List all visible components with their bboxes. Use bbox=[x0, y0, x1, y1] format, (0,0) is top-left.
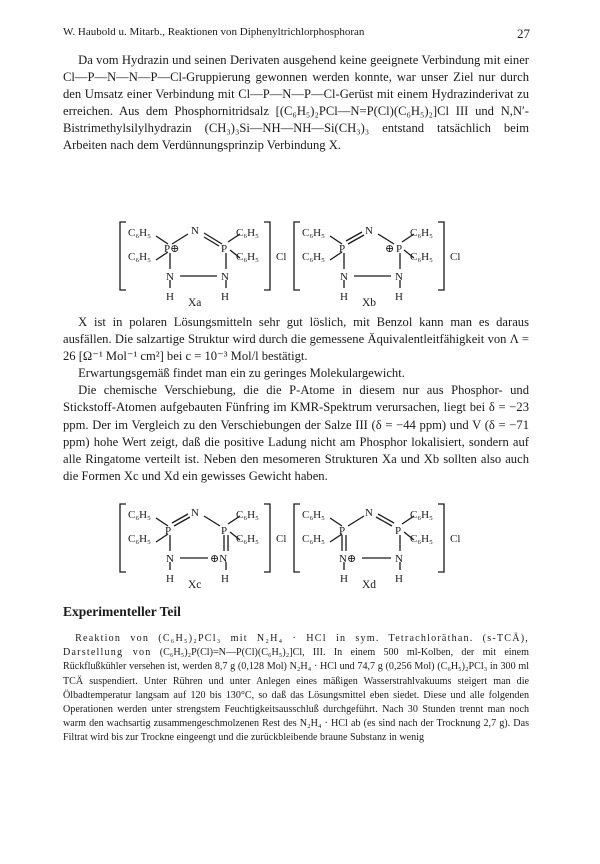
xa-phenyl-4: C₆H₅ bbox=[236, 251, 259, 263]
xb-chloride: Cl bbox=[450, 251, 461, 263]
xc-n-right: ⊕N bbox=[210, 553, 228, 565]
xd-n-right: N bbox=[395, 553, 403, 565]
paragraph-1: Da vom Hydrazin und seinen Derivaten ausgehend keine geeignete Verbindung mit einer Cl—P—N—N—P—Cl-Gruppierung gewonnen werden konnte, war unser Ziel nur durch den Umsatz einer Verbindung mit Cl—P—N—P—Cl-Gerüst mit einem Hydrazinderivat zu erreichen. Aus dem Phosphornitridsalz [(C₆H₅)₂PCl—N=P(Cl)(C₆H₅)₂]Cl III und N,N′-Bistrimethylsilylhydrazin (CH₃)₃Si—NH—NH—Si(CH₃)₃ entstand tatsächlich beim Arbeiten nach dem Verdünnungsprinzip Verbindung X. bbox=[63, 53, 529, 153]
xb-phenyl-2: C₆H₅ bbox=[302, 251, 325, 263]
label-xb: Xb bbox=[362, 297, 377, 308]
xb-n-right: N bbox=[395, 271, 403, 283]
xa-n-left: N bbox=[166, 271, 174, 283]
xc-n-left: N bbox=[166, 553, 174, 565]
xa-p2: P bbox=[221, 243, 228, 255]
xd-n-top: N bbox=[365, 507, 373, 519]
xd-p1: P bbox=[339, 525, 346, 537]
xb-n-top: N bbox=[365, 225, 373, 237]
xc-chloride: Cl bbox=[276, 533, 287, 545]
xa-phenyl-2: C₆H₅ bbox=[128, 251, 151, 263]
xc-phenyl-4: C₆H₅ bbox=[236, 533, 259, 545]
xd-phenyl-1: C₆H₅ bbox=[302, 509, 325, 521]
label-xd: Xd bbox=[362, 579, 377, 590]
results-text bbox=[63, 314, 529, 485]
xb-p2: ⊕ bbox=[385, 243, 395, 255]
xd-h-left: H bbox=[340, 573, 348, 585]
xa-phenyl-1: C₆H₅ bbox=[128, 227, 151, 239]
xb-h-right: H bbox=[395, 291, 403, 303]
structures-xc-xd bbox=[100, 502, 500, 590]
xa-n-right: N bbox=[221, 271, 229, 283]
xc-n-top: N bbox=[191, 507, 199, 519]
xa-h-right: H bbox=[221, 291, 229, 303]
xb-phenyl-1: C₆H₅ bbox=[302, 227, 325, 239]
label-xc: Xc bbox=[188, 579, 202, 590]
xc-p2: P bbox=[221, 525, 228, 537]
xd-phenyl-4: C₆H₅ bbox=[410, 533, 433, 545]
xd-phenyl-2: C₆H₅ bbox=[302, 533, 325, 545]
experimental-text bbox=[63, 632, 529, 746]
running-header bbox=[63, 26, 530, 42]
xb-p2-atom: P bbox=[396, 243, 403, 255]
xd-chloride: Cl bbox=[450, 533, 461, 545]
xd-n-left: N⊕ bbox=[339, 553, 357, 565]
xb-phenyl-4: C₆H₅ bbox=[410, 251, 433, 263]
page-number: 27 bbox=[517, 26, 530, 41]
xd-p2: P bbox=[395, 525, 402, 537]
paragraph-2: X ist in polaren Lösungsmitteln sehr gut löslich, mit Benzol kann man es daraus ausfällen. Die salzartige Struktur wird durch die gemessene Äquivalentleitfähigkeit von Λ = 26 [Ω⁻¹ Mol⁻¹ cm²] bei c = 10⁻³ Mol/l bestätigt. bbox=[63, 315, 529, 364]
xb-phenyl-3: C₆H₅ bbox=[410, 227, 433, 239]
xa-h-left: H bbox=[166, 291, 174, 303]
xc-p1: P bbox=[165, 525, 172, 537]
darstellung-label: Darstellung von bbox=[63, 647, 152, 659]
xa-p1: P⊕ bbox=[164, 243, 180, 255]
section-heading-experimental: Experimenteller Teil bbox=[63, 604, 181, 619]
xc-h-left: H bbox=[166, 573, 174, 585]
xc-phenyl-1: C₆H₅ bbox=[128, 509, 151, 521]
experimental-paragraph: (C₆H₅)₂P(Cl)=N—P(Cl)(C₆H₅)₂]Cl, III. In einem 500 ml-Kolben, der mit einem Rückflußkühler versehen ist, werden 8,7 g (0,128 Mol) N₂H₄ · HCl und 74,7 g (0,256 Mol) (C₆H₅)₂PCl₃ in 300 ml TCÄ suspendiert. Unter Rühren und unter Anlegen eines mäßigen Wasserstrahlvakuums steigert man die Ölbadtemperatur langsam auf 120 bis 130°C, so daß das Lösungsmittel eben siedet. Diese und alle folgenden Operationen werden unter strengstem Feuchtigkeitsausschluß durchgeführt. Nach 30 Stunden trennt man noch warm den wachsartig zusammengeschmolzenen Rest des N₂H₄ · HCl ab (es sind nach der Trocknung 2,7 g). Das Filtrat wird bis zur Trockne eingeengt und die zurückbleibende braune Substanz in wenig bbox=[63, 647, 529, 744]
paragraph-3: Erwartungsgemäß findet man ein zu geringes Molekulargewicht. bbox=[78, 366, 405, 381]
xb-h-left: H bbox=[340, 291, 348, 303]
xa-chloride: Cl bbox=[276, 251, 287, 263]
label-xa: Xa bbox=[188, 297, 202, 308]
experimental-title: Reaktion von (C₆H₅)₂PCl₃ mit N₂H₄ · HCl in sym. Tetrachloräthan. (s-TCÄ), bbox=[75, 633, 529, 644]
paragraph-4: Die chemische Verschiebung, die die P-Atome in diesem nur aus Phosphor- und Stickstoff-Atomen aufgebauten Fünfring im KMR-Spektrum verursachen, liegt bei δ = −23 ppm. Der im Vergleich zu den Verschiebungen der Salze III (δ = −44 ppm) und V (δ = −71 ppm) hohe Wert zeigt, daß die positive Ladung nicht am Phosphor lokalisiert, sondern auf alle Ringatome verteilt ist. Neben den mesomeren Strukturen Xa und Xb sollten also auch die Formen Xc und Xd ein gewisses Gewicht haben. bbox=[63, 383, 529, 483]
xd-h-right: H bbox=[395, 573, 403, 585]
xb-n-left: N bbox=[340, 271, 348, 283]
xc-phenyl-3: C₆H₅ bbox=[236, 509, 259, 521]
xa-phenyl-3: C₆H₅ bbox=[236, 227, 259, 239]
xa-n-top: N bbox=[191, 225, 199, 237]
xc-phenyl-2: C₆H₅ bbox=[128, 533, 151, 545]
xd-phenyl-3: C₆H₅ bbox=[410, 509, 433, 521]
xb-p1: P bbox=[339, 243, 346, 255]
structures-xa-xb bbox=[100, 220, 500, 308]
xc-h-right: H bbox=[221, 573, 229, 585]
running-title: W. Haubold u. Mitarb., Reaktionen von Diphenyltrichlorphosphoran bbox=[63, 26, 365, 38]
intro-text bbox=[63, 52, 529, 155]
